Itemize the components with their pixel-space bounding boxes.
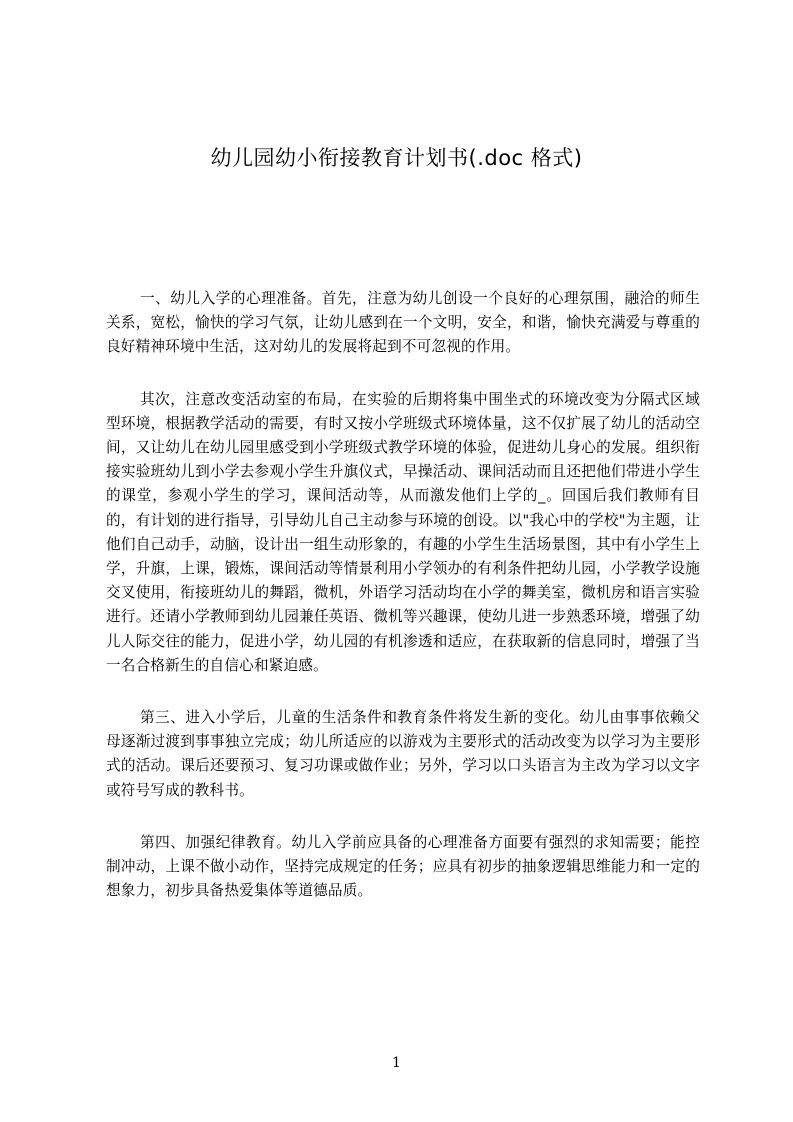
paragraph-discipline-education: 第四、加强纪律教育。幼儿入学前应具备的心理准备方面要有强烈的求知需要；能控制冲动，上课不做小动作，坚持完成规定的任务；应具有初步的抽象逻辑思维能力和一定的想象力，初步具备热爱集体等道德品质。 [106,833,700,900]
paragraph-classroom-layout: 其次，注意改变活动室的布局，在实验的后期将集中围坐式的环境改变为分隔式区域型环境，根据教学活动的需要，有时又按小学班级式环境体量，这不仅扩展了幼儿的活动空间，又让幼儿在幼儿园里感受到小学班级式教学环境的体验，促进幼儿身心的发展。组织衔接实验班幼儿到小学去参观小学生升旗仪式，早操活动、课间活动而且还把他们带进小学生的课堂，参观小学生的学习，课间活动等，从而激发他们上学的_。回国后我们教师有目的，有计划的进行指导，引导幼儿自己主动参与环境的创设。以"我心中的学校"为主题，让他们自己动手，动脑，设计出一组生动形象的，有趣的小学生生活场景图，其中有小学生上学，升旗，上课，锻炼，课间活动等情景利用小学领办的有利条件把幼儿园，小学教学设施交叉使用，衔接班幼儿的舞蹈，微机，外语学习活动均在小学的舞美室，微机房和语言实验进行。还请小学教师到幼儿园兼任英语、微机等兴趣课，使幼儿进一步熟悉环境，增强了幼儿人际交往的能力，促进小学，幼儿园的有机渗透和适应，在获取新的信息同时，增强了当一名合格新生的自信心和紧迫感。 [106,390,700,674]
paragraph-psychological-preparation: 一、幼儿入学的心理准备。首先，注意为幼儿创设一个良好的心理氛围，融洽的师生关系，宽松，愉快的学习气氛，让幼儿感到在一个文明，安全，和谐，愉快充满爱与尊重的良好精神环境中生活，这对幼儿的发展将起到不可忽视的作用。 [106,290,700,356]
document-body [106,287,700,931]
document-title: 幼儿园幼小衔接教育计划书(.doc 格式) [210,146,583,170]
page-number: 1 [392,1055,401,1071]
paragraph-living-conditions: 第三、进入小学后，儿童的生活条件和教育条件将发生新的变化。幼儿由事事依赖父母逐渐过渡到事事独立完成；幼儿所适应的以游戏为主要形式的活动改变为以学习为主要形式的活动。课后还要预习、复习功课或做作业；另外，学习以口头语言为主改为学习以文字或符号写成的教科书。 [106,709,700,799]
